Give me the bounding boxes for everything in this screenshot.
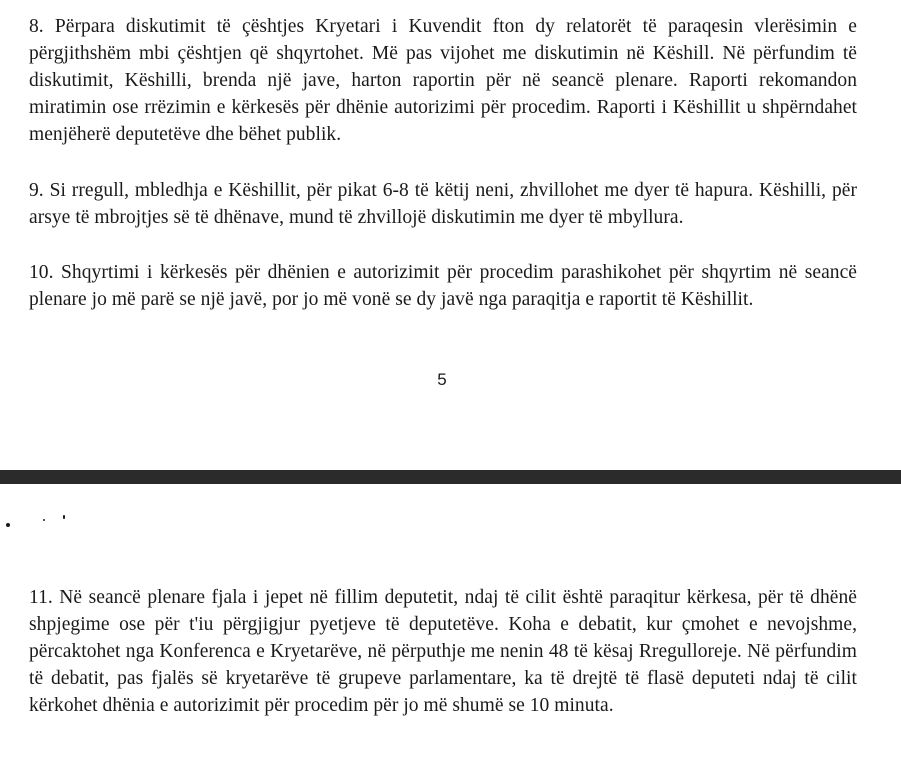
paragraph-9: 9. Si rregull, mbledhja e Këshillit, për pikat 6-8 të këtij neni, zhvillohet me dyer të hapura. Këshilli, për arsye të mbrojtjes së të dhënave, mund të zhvillojë diskutimin me dyer të mbyllura. xyxy=(29,180,857,228)
paragraph-11: 11. Në seancë plenare fjala i jepet në fillim deputetit, ndaj të cilit është paraqitur kërkesa, për të dhënë shpjegime ose për t'iu përgjigjur pyetjeve të deputetëve. Koha e debatit, kur çmohet e nevojshme, përcaktohet nga Konferenca e Kryetarëve, në përputhje me nenin 48 të kësaj Rregulloreje. Në përfundim të debatit, pas fjalës së kryetarëve të grupeve parlamentare, ka të drejtë të flasë deputeti ndaj të cilit kërkohet dhënia e autorizimit për procedim për jo më shumë se 10 minuta. xyxy=(29,587,857,716)
page-number: 5 xyxy=(437,370,447,389)
scan-speck-mark xyxy=(43,519,45,521)
scan-speck-mark xyxy=(6,523,10,527)
paragraph-8: 8. Përpara diskutimit të çështjes Kryetari i Kuvendit fton dy relatorët të paraqesin vlerësimin e përgjithshëm mbi çështjen që shqyrtohet. Më pas vijohet me diskutimin në Këshill. Në përfundim të diskutimit, Këshilli, brenda një jave, harton raportin për në seancë plenare. Raporti rekomandon miratimin ose rrëzimin e kërkesës për dhënie autorizimi për procedim. Raporti i Këshillit u shpërndahet menjëherë deputetëve dhe bëhet publik. xyxy=(29,16,857,145)
paragraph-10: 10. Shqyrtimi i kërkesës për dhënien e autorizimit për procedim parashikohet për shqyrtim në seancë plenare jo më parë se një javë, por jo më vonë se dy javë nga paraqitja e raportit të Këshillit. xyxy=(29,262,857,310)
scan-speck-mark xyxy=(63,515,65,519)
page-separator xyxy=(0,470,901,484)
